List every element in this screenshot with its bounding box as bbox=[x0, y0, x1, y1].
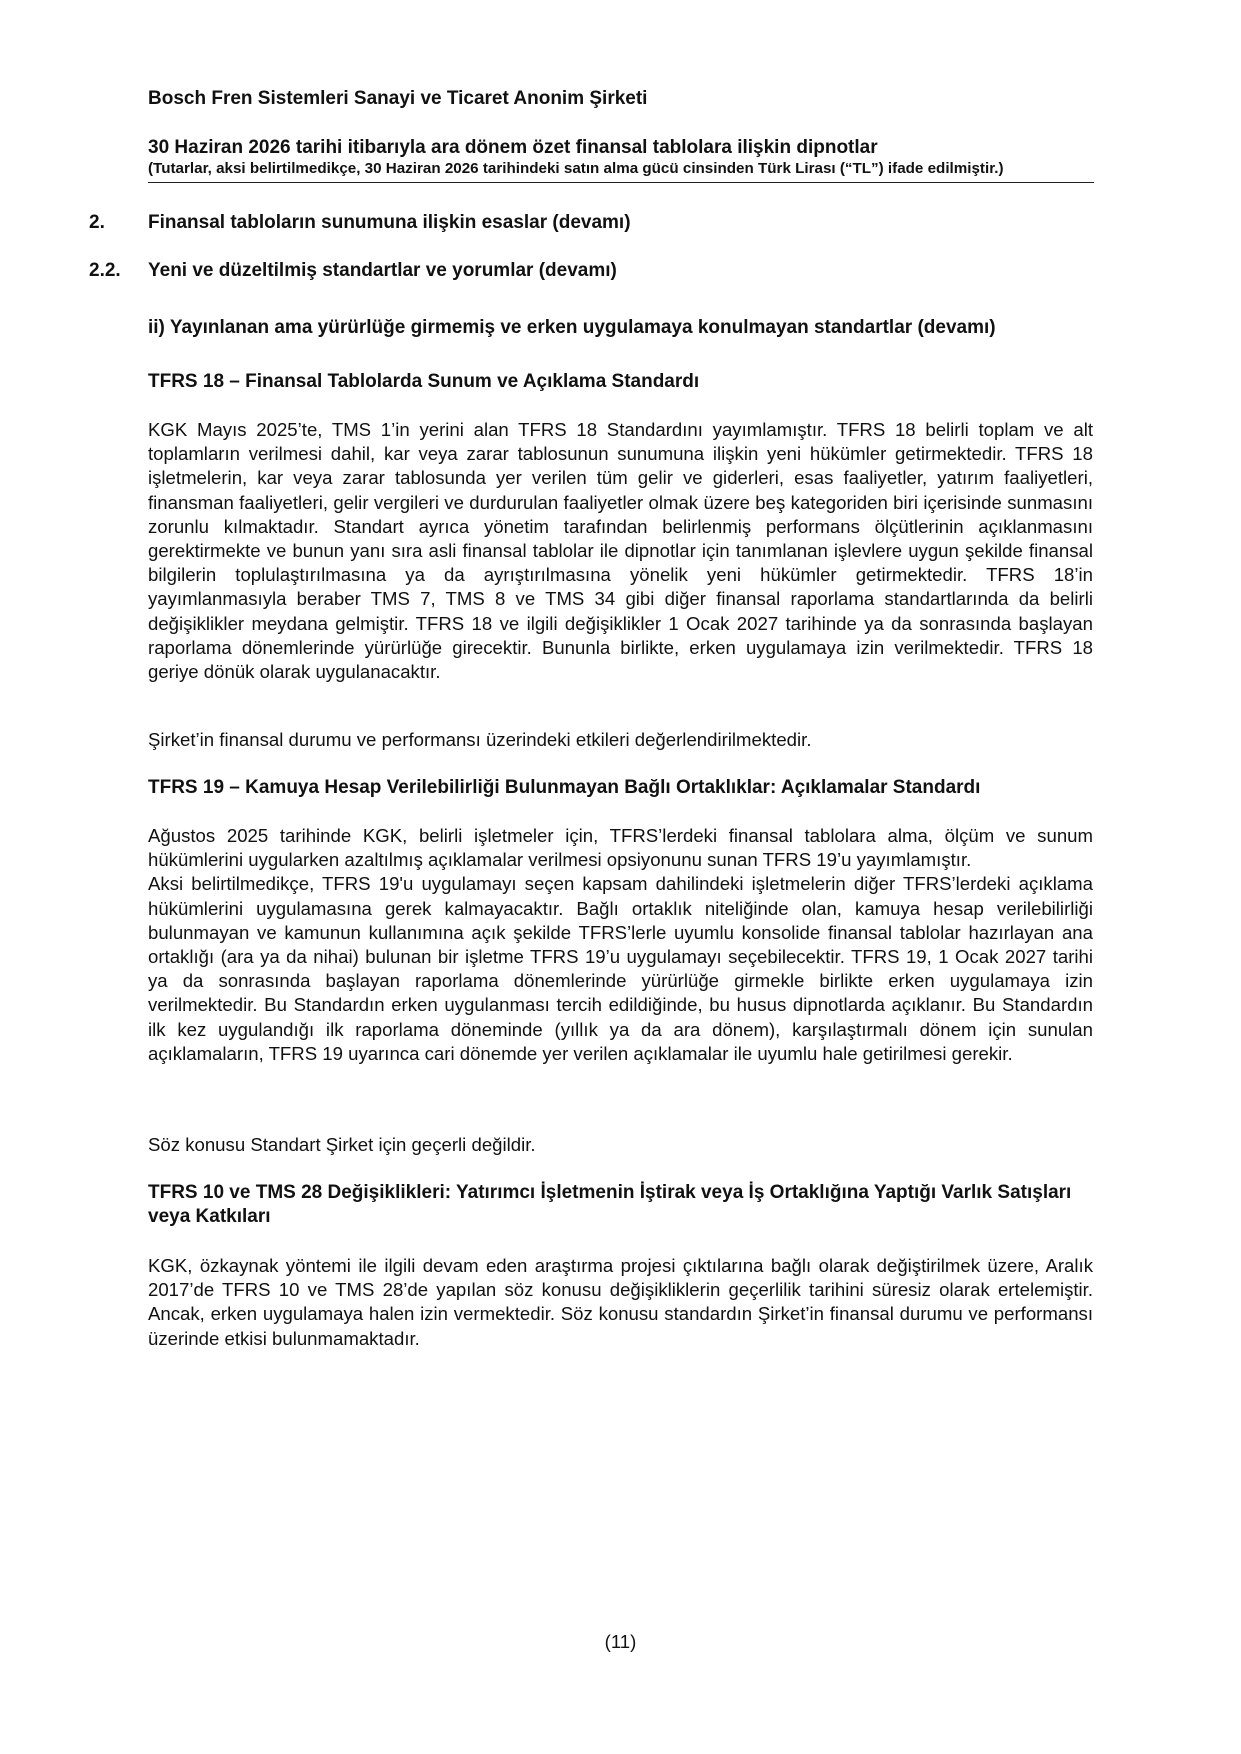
subsection-title: Yeni ve düzeltilmiş standartlar ve yorumlar (devamı) bbox=[148, 260, 617, 281]
document-subtitle: (Tutarlar, aksi belirtilmedikçe, 30 Haziran 2026 tarihindeki satın alma gücü cinsinden Türk Lirası (“TL”) ifade edilmiştir.) bbox=[148, 160, 1004, 177]
tfrs19-heading: TFRS 19 – Kamuya Hesap Verilebilirliği Bulunmayan Bağlı Ortaklıklar: Açıklamalar Standardı bbox=[148, 777, 981, 798]
section-title: Finansal tabloların sunumuna ilişkin esaslar (devamı) bbox=[148, 212, 631, 233]
section-number: 2. bbox=[89, 212, 105, 233]
header-divider bbox=[148, 182, 1094, 183]
tfrs19-paragraph-1: Ağustos 2025 tarihinde KGK, belirli işletmeler için, TFRS’lerdeki finansal tablolara alma, ölçüm ve sunum hükümlerini uygularken azaltılmış açıklamalar verilmesi opsiyonunu sunan TFRS 19’u yayımlamıştır. bbox=[148, 825, 1093, 871]
document-title: 30 Haziran 2026 tarihi itibarıyla ara dönem özet finansal tablolara ilişkin dipnotlar bbox=[148, 137, 878, 158]
tfrs10-paragraph: KGK, özkaynak yöntemi ile ilgili devam eden araştırma projesi çıktılarına bağlı olarak değiştirilmek üzere, Aralık 2017’de TFRS 10 ve TMS 28’de yapılan söz konusu değişikliklerin geçerlilik tarihini süresiz olarak ertelemiştir. Ancak, erken uygulamaya halen izin vermektedir. Söz konusu standardın Şirket’in finansal durumu ve performansı üzerinde etkisi bulunmamaktadır. bbox=[148, 1255, 1093, 1349]
tfrs18-heading: TFRS 18 – Finansal Tablolarda Sunum ve Açıklama Standardı bbox=[148, 371, 700, 392]
tfrs18-assessment-paragraph: Şirket’in finansal durumu ve performansı üzerindeki etkileri değerlendirilmektedir. bbox=[148, 729, 812, 750]
company-name: Bosch Fren Sistemleri Sanayi ve Ticaret Anonim Şirketi bbox=[148, 88, 648, 109]
tfrs19-paragraph-2: Aksi belirtilmedikçe, TFRS 19'u uygulamayı seçen kapsam dahilindeki işletmelerin diğer TFRS’lerdeki açıklama hükümlerini uygulamasına gerek kalmayacaktır. Bağlı ortaklık niteliğinde olan, kamuya hesap verilebilirliği bulunmayan ve kamunun kullanımına açık şekilde TFRS’lerle uyumlu konsolide finansal tablolar hazırlayan ana ortaklığı (ara ya da nihai) bulunan bir işletme TFRS 19’u uygulamayı seçebilecektir. TFRS 19, 1 Ocak 2027 tarihi ya da sonrasında başlayan raporlama dönemlerinde yürürlüğe girmekle birlikte erken uygulamaya izin verilmektedir. Bu Standardın erken uygulanması tercih edildiğinde, bu husus dipnotlarda açıklanır. Bu Standardın ilk kez uygulandığı ilk raporlama döneminde (yıllık ya da ara dönem), karşılaştırmalı dönem için sunulan açıklamaların, TFRS 19 uyarınca cari dönemde yer verilen açıklamalar ile uyumlu hale getirilmesi gerekir. bbox=[148, 873, 1093, 1064]
tfrs19-applicability-paragraph: Söz konusu Standart Şirket için geçerli değildir. bbox=[148, 1134, 536, 1155]
tfrs10-heading: TFRS 10 ve TMS 28 Değişiklikleri: Yatırımcı İşletmenin İştirak veya İş Ortaklığına Yaptığı Varlık Satışları veya Katkıları bbox=[148, 1182, 1072, 1227]
standards-subheading: ii) Yayınlanan ama yürürlüğe girmemiş ve erken uygulamaya konulmayan standartlar (devamı) bbox=[148, 317, 996, 338]
tfrs18-paragraph: KGK Mayıs 2025’te, TMS 1’in yerini alan TFRS 18 Standardını yayımlamıştır. TFRS 18 belirli toplam ve alt toplamların verilmesi dahil, kar veya zarar tablosunun sunumuna ilişkin yeni hükümler getirmektedir. TFRS 18 işletmelerin, kar veya zarar tablosunda yer verilen tüm gelir ve giderleri, esas faaliyetler, yatırım faaliyetleri, finansman faaliyetleri, gelir vergileri ve durdurulan faaliyetler olmak üzere beş kategoriden biri içerisinde sunmasını zorunlu kılmaktadır. Standart ayrıca yönetim tarafından belirlenmiş performans ölçütlerinin açıklanmasını gerektirmekte ve bunun yanı sıra asli finansal tablolar ile dipnotlar için tanımlanan işlevlere uygun şekilde finansal bilgilerin toplulaştırılmasına ya da ayrıştırılmasına yönelik yeni hükümler getirmektedir. TFRS 18’in yayımlanmasıyla beraber TMS 7, TMS 8 ve TMS 34 gibi diğer finansal raporlama standartlarında da belirli değişiklikler meydana gelmiştir. TFRS 18 ve ilgili değişiklikler 1 Ocak 2027 tarihinde ya da sonrasında başlayan raporlama dönemlerinde yürürlüğe girecektir. Bununla birlikte, erken uygulamaya izin verilmektedir. TFRS 18 geriye dönük olarak uygulanacaktır. bbox=[148, 419, 1093, 683]
subsection-number: 2.2. bbox=[89, 260, 121, 281]
page-number: (11) bbox=[604, 1631, 637, 1652]
